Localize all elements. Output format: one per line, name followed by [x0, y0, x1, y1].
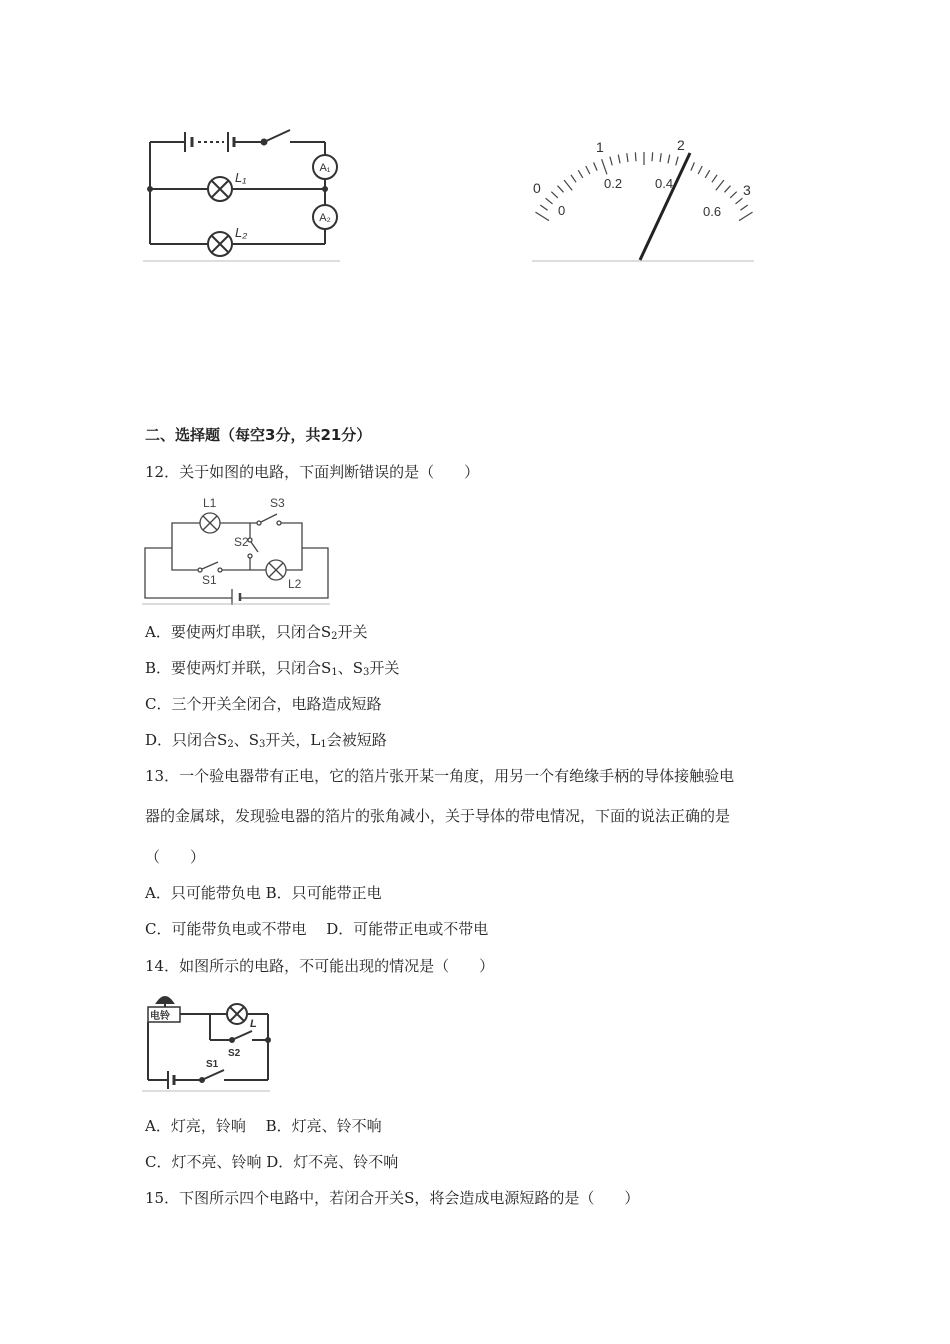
q13-stem-line2: 器的金属球，发现验电器的箔片的张角减小，关于导体的带电情况，下面的说法正确的是 — [145, 807, 731, 825]
q12-option-d: D．只闭合$S_2$、$S_3$开关，$L_1$会被短路 — [145, 731, 387, 750]
dial-tick — [551, 192, 558, 198]
q12-label-s2: S2 — [234, 535, 249, 549]
dial-tick — [586, 166, 590, 174]
dial-tick — [594, 162, 598, 170]
q14-stem: 14．如图所示的电路，不可能出现的情况是（ ） — [145, 957, 495, 975]
q14-label-bell: 电铃 — [150, 1011, 170, 1022]
dial-tick — [618, 155, 620, 164]
q14-options-ab: A．灯亮，铃响 B．灯亮、铃不响 — [145, 1117, 382, 1135]
lower-scale-0-4: 0.4 — [655, 176, 674, 191]
section-heading: 二、选择题（每空3分，共21分） — [145, 426, 372, 444]
q12-stem: 12．关于如图的电路，下面判断错误的是（ ） — [145, 463, 480, 481]
dial-tick — [736, 198, 743, 204]
q15-stem: 15．下图所示四个电路中，若闭合开关S，将会造成电源短路的是（ ） — [145, 1189, 640, 1207]
dial-tick — [635, 152, 636, 161]
dial-tick — [557, 186, 563, 193]
label-a1: A₁ — [319, 162, 331, 174]
q14-label-s2: S2 — [228, 1048, 241, 1059]
dial-tick — [602, 159, 607, 174]
dial-tick — [705, 170, 710, 178]
dial-tick — [740, 205, 747, 210]
ammeter-dial-figure — [530, 130, 758, 265]
q14-circuit-figure — [140, 985, 275, 1093]
q12-option-a: A．要使两灯串联，只闭合$S_2$开关 — [145, 623, 368, 642]
dial-tick — [724, 186, 730, 193]
dial-tick — [627, 153, 628, 162]
label-l1: L₁ — [235, 170, 247, 185]
q12-label-l2: L2 — [288, 577, 302, 591]
q12-label-l1: L1 — [203, 496, 217, 510]
dial-tick — [716, 180, 724, 190]
q12-label-s1: S1 — [202, 573, 217, 587]
dial-tick — [578, 170, 583, 178]
q12-circuit-figure — [140, 490, 332, 607]
meter-needle — [640, 153, 690, 260]
dial-tick — [535, 212, 549, 220]
label-l2: L₂ — [235, 225, 248, 240]
dial-tick — [739, 212, 753, 220]
dial-tick — [540, 205, 547, 210]
q12-option-b: B．要使两灯并联，只闭合$S_1$、$S_3$开关 — [145, 659, 400, 678]
upper-scale-0: 0 — [533, 180, 541, 196]
parallel-ammeter-circuit-figure — [140, 120, 345, 265]
lower-scale-0-6: 0.6 — [703, 204, 722, 219]
dial-tick — [691, 162, 695, 170]
dial-tick — [698, 166, 702, 174]
q14-options-cd: C．灯不亮、铃响 D．灯不亮、铃不响 — [145, 1153, 399, 1171]
lower-scale-0-2: 0.2 — [604, 176, 623, 191]
upper-scale-2: 2 — [677, 137, 685, 153]
dial-tick — [668, 155, 670, 164]
q12-label-s3: S3 — [270, 496, 285, 510]
dial-tick — [564, 180, 572, 190]
dial-tick — [571, 175, 576, 182]
q13-options-ab: A．只可能带负电 B．只可能带正电 — [145, 884, 382, 902]
dial-tick — [546, 198, 553, 204]
dial-tick — [660, 153, 661, 162]
dial-tick — [652, 152, 653, 161]
dial-tick — [610, 157, 612, 166]
q14-label-lamp: L — [250, 1018, 257, 1030]
dial-tick — [730, 192, 737, 198]
q14-label-s1: S1 — [206, 1059, 219, 1070]
dial-tick — [676, 157, 678, 166]
q13-stem-line1: 13．一个验电器带有正电，它的箔片张开某一角度，用另一个有绝缘手柄的导体接触验电 — [145, 767, 735, 785]
dial-tick — [712, 175, 717, 182]
upper-scale-3: 3 — [743, 182, 751, 198]
upper-scale-1: 1 — [596, 139, 604, 155]
label-a2: A₂ — [319, 212, 331, 224]
q12-option-c: C．三个开关全闭合，电路造成短路 — [145, 695, 382, 713]
q13-options-cd: C．可能带负电或不带电 D．可能带正电或不带电 — [145, 920, 489, 938]
q13-stem-line3: （ ） — [145, 848, 206, 866]
lower-scale-0: 0 — [558, 203, 566, 218]
